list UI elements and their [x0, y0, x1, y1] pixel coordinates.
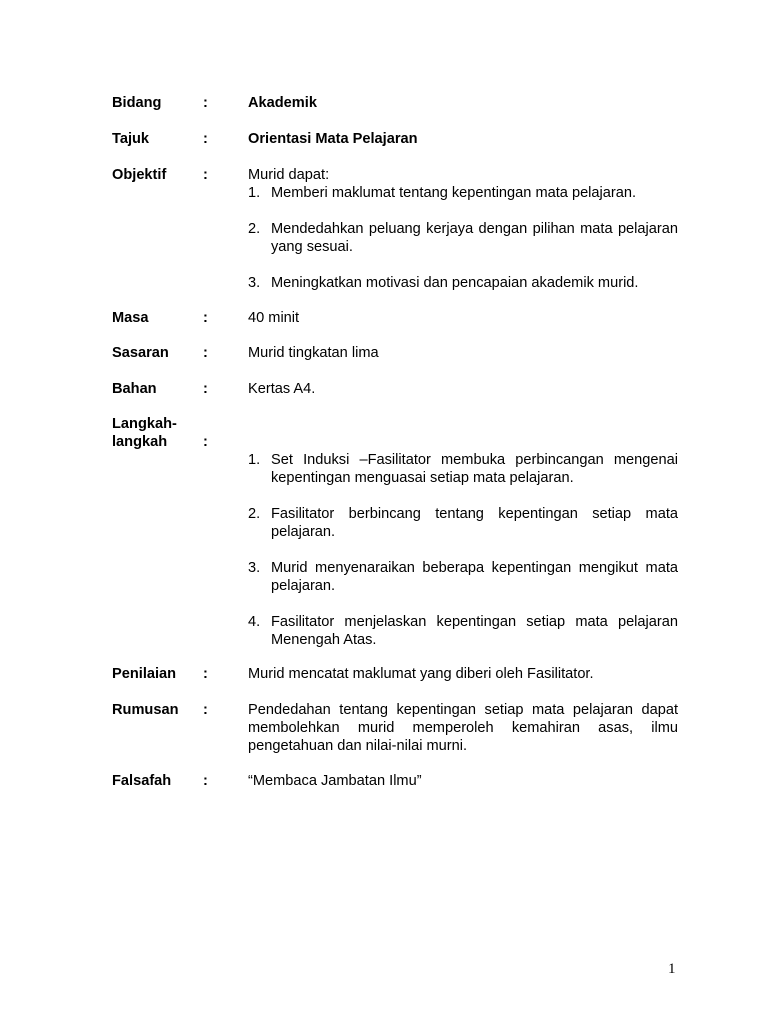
field-label: Penilaian: [112, 666, 177, 682]
list-text: Mendedahkan peluang kerjaya dengan pilihan mata pelajaran yang sesuai.: [271, 221, 678, 255]
list-text: Set Induksi –Fasilitator membuka perbincangan mengenai kepentingan menguasai setiap mata pelajaran.: [271, 452, 678, 486]
list-item: [248, 505, 678, 541]
list-item: [248, 274, 678, 292]
page-number: 1: [668, 961, 676, 977]
list-text: Memberi maklumat tentang kepentingan mata pelajaran.: [271, 185, 637, 201]
field-label: Masa: [112, 310, 149, 326]
list-text: Meningkatkan motivasi dan pencapaian akademik murid.: [271, 275, 639, 291]
list-number: 1.: [248, 452, 261, 468]
field-label: [112, 415, 202, 451]
field-label: Tajuk: [112, 131, 150, 147]
field-value: Murid mencatat maklumat yang diberi oleh Fasilitator.: [248, 666, 594, 682]
field-label: Rumusan: [112, 702, 179, 718]
field-value: Pendedahan tentang kepentingan setiap mata pelajaran dapat membolehkan murid memperoleh kemahiran asas, ilmu pengetahuan dan nilai-nilai murni.: [248, 702, 678, 754]
list-number: 1.: [248, 185, 261, 201]
list-text: Murid menyenaraikan beberapa kepentingan mengikut mata pelajaran.: [271, 560, 678, 594]
field-label-line1: Langkah-: [112, 416, 177, 432]
list-text: Fasilitator menjelaskan kepentingan setiap mata pelajaran Menengah Atas.: [271, 614, 678, 648]
list-number: 2.: [248, 221, 261, 237]
list-item: [248, 559, 678, 595]
list-item: [248, 613, 678, 649]
list-item: [248, 184, 678, 202]
list-number: 3.: [248, 560, 261, 576]
list-number: 2.: [248, 506, 261, 522]
field-colon: :: [203, 702, 208, 718]
field-label: Sasaran: [112, 345, 169, 361]
field-label: Bahan: [112, 381, 157, 397]
field-colon: :: [203, 666, 208, 682]
list-number: 4.: [248, 614, 261, 630]
field-colon: :: [203, 773, 208, 789]
field-colon: :: [203, 310, 208, 326]
field-value: 40 minit: [248, 310, 300, 326]
field-label: Objektif: [112, 167, 167, 183]
objektif-intro: Murid dapat:: [248, 167, 330, 183]
field-colon: :: [203, 95, 208, 111]
list-number: 3.: [248, 275, 261, 291]
field-colon: :: [203, 434, 208, 450]
field-colon: :: [203, 167, 208, 183]
list-item: [248, 451, 678, 487]
field-value: Murid tingkatan lima: [248, 345, 379, 361]
field-label: Falsafah: [112, 773, 172, 789]
field-colon: :: [203, 345, 208, 361]
field-value: “Membaca Jambatan Ilmu”: [248, 773, 422, 789]
field-label: Bidang: [112, 95, 162, 111]
field-colon: :: [203, 131, 208, 147]
field-label-line2: langkah: [112, 434, 168, 450]
field-value: Akademik: [248, 95, 317, 111]
list-text: Fasilitator berbincang tentang kepentingan setiap mata pelajaran.: [271, 506, 678, 540]
field-value: Kertas A4.: [248, 381, 316, 397]
field-colon: :: [203, 381, 208, 397]
list-item: [248, 220, 678, 256]
field-value: Orientasi Mata Pelajaran: [248, 131, 418, 147]
